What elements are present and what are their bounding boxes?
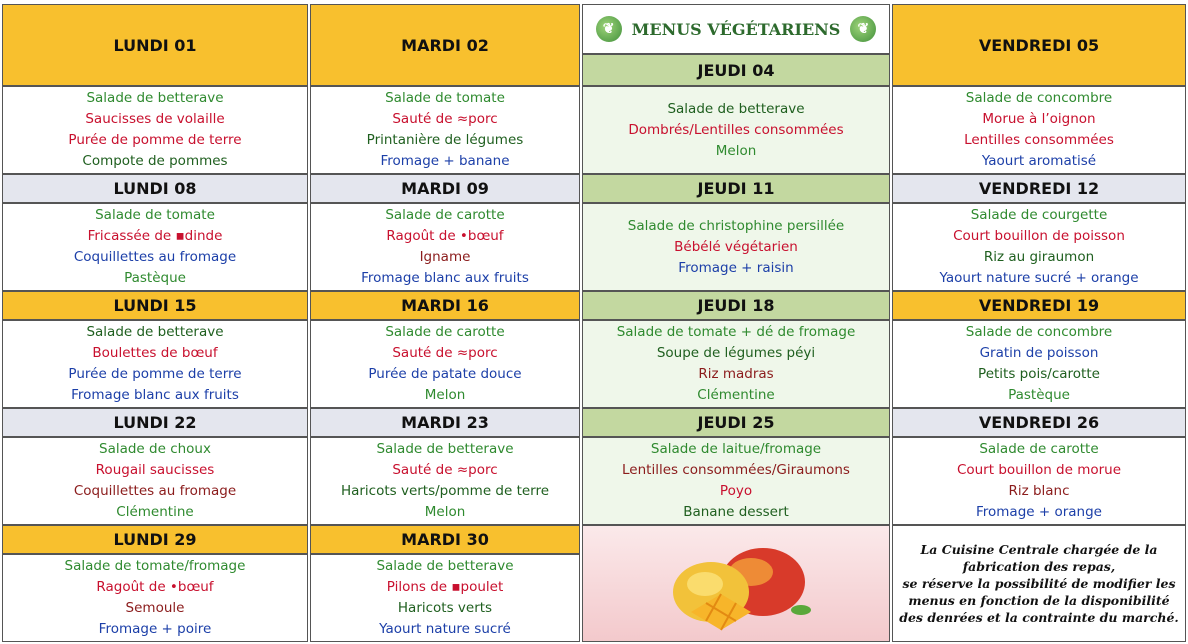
column-mardi	[310, 4, 580, 642]
note-line: La Cuisine Centrale chargée de la	[920, 542, 1158, 557]
menu-line: Petits pois/carotte	[978, 366, 1100, 382]
menu-line: Bébélé végétarien	[674, 238, 798, 255]
menu-line: Compote de pommes	[82, 153, 228, 169]
menu-line: Purée de pomme de terre	[68, 132, 242, 148]
menu-line: Saucisses de volaille	[85, 111, 225, 127]
menu-line: Riz madras	[698, 366, 774, 382]
menu-line: Pilons de ▪poulet	[386, 579, 504, 595]
menu-mardi-16	[310, 320, 580, 408]
note-line: fabrication des repas,	[962, 559, 1116, 574]
day-header: LUNDI 15	[2, 291, 308, 320]
menu-line: Court bouillon de morue	[956, 462, 1122, 478]
day-header: LUNDI 01	[2, 4, 308, 86]
menu-line: Salade de betterave	[376, 558, 514, 574]
menu-line: Dombrés/Lentilles consommées	[628, 121, 844, 138]
menu-line: Ragoût de •bœuf	[386, 228, 504, 244]
menu-line: Lentilles consommées	[964, 132, 1114, 148]
leaf-icon: ❦	[596, 16, 622, 42]
menu-line: Fromage blanc aux fruits	[361, 270, 529, 286]
menu-line: Yaourt nature sucré + orange	[939, 270, 1139, 286]
menu-line: Sauté de ≈porc	[392, 111, 498, 127]
menu-line: Salade de concombre	[965, 90, 1113, 106]
menu-line: Salade de courgette	[970, 207, 1108, 223]
day-header: LUNDI 29	[2, 525, 308, 554]
menu-mardi-09	[310, 203, 580, 291]
menu-line: Purée de pomme de terre	[68, 366, 242, 382]
menu-line: Riz blanc	[1008, 483, 1070, 499]
menu-line: Salade de carotte	[385, 207, 505, 223]
menu-lundi-22	[2, 437, 308, 525]
menu-jeudi-11	[582, 203, 890, 291]
day-header: MARDI 23	[310, 408, 580, 437]
day-header: LUNDI 22	[2, 408, 308, 437]
menu-jeudi-25	[582, 437, 890, 525]
menu-line: Yaourt aromatisé	[981, 153, 1097, 169]
menu-line: Fromage + banane	[380, 153, 510, 169]
menu-mardi-30	[310, 554, 580, 642]
column-jeudi	[582, 4, 890, 642]
column-lundi	[2, 4, 308, 642]
note-line: des denrées et la contrainte du marché.	[899, 610, 1179, 625]
menu-line: Fromage + orange	[975, 504, 1102, 520]
menu-line: Fromage + poire	[98, 621, 212, 637]
menu-line: Soupe de légumes péyi	[656, 345, 816, 361]
day-header: JEUDI 04	[582, 54, 890, 86]
menu-line: Coquillettes au fromage	[73, 483, 237, 499]
menu-vendredi-05	[892, 86, 1186, 174]
menu-jeudi-04	[582, 86, 890, 174]
menu-lundi-01	[2, 86, 308, 174]
day-header: VENDREDI 19	[892, 291, 1186, 320]
menu-mardi-23	[310, 437, 580, 525]
menu-vendredi-12	[892, 203, 1186, 291]
page-title	[582, 4, 890, 54]
menu-line: Salade de tomate	[385, 90, 505, 106]
menu-line: Boulettes de bœuf	[92, 345, 218, 361]
menu-line: Salade de carotte	[385, 324, 505, 340]
day-header: MARDI 02	[310, 4, 580, 86]
menu-line: Semoule	[125, 600, 185, 616]
menu-line: Purée de patate douce	[368, 366, 522, 382]
menu-line: Yaourt nature sucré	[379, 621, 511, 637]
menu-line: Melon	[424, 504, 466, 520]
note-line: se réserve la possibilité de modifier les	[902, 576, 1176, 591]
menu-line: Sauté de ≈porc	[392, 462, 498, 478]
menu-line: Salade de tomate + dé de fromage	[616, 324, 856, 340]
day-header: LUNDI 08	[2, 174, 308, 203]
menu-line: Fromage blanc aux fruits	[71, 387, 239, 403]
menu-line: Court bouillon de poisson	[953, 228, 1125, 244]
day-header: MARDI 09	[310, 174, 580, 203]
menu-line: Riz au giraumon	[983, 249, 1095, 265]
menu-line: Pastèque	[1008, 387, 1070, 403]
disclaimer-note	[892, 525, 1186, 642]
menu-line: Salade de betterave	[667, 100, 805, 117]
menu-line: Coquillettes au fromage	[73, 249, 237, 265]
day-header: JEUDI 18	[582, 291, 890, 320]
mango-illustration	[582, 525, 890, 642]
menu-line: Salade de tomate	[95, 207, 215, 223]
menu-line: Ragoût de •bœuf	[96, 579, 214, 595]
menu-lundi-15	[2, 320, 308, 408]
menu-line: Salade de choux	[99, 441, 211, 457]
menu-line: Haricots verts/pomme de terre	[340, 483, 550, 499]
title-text: MENUS VÉGÉTARIENS	[631, 19, 841, 39]
day-header: VENDREDI 12	[892, 174, 1186, 203]
menu-line: Melon	[715, 142, 757, 159]
leaf-icon: ❦	[850, 16, 876, 42]
menu-line: Salade de tomate/fromage	[64, 558, 246, 574]
menu-line: Melon	[424, 387, 466, 403]
menu-line: Fromage + raisin	[678, 259, 794, 276]
menu-line: Salade de betterave	[86, 90, 224, 106]
menu-line: Poyo	[719, 483, 753, 499]
day-header: VENDREDI 05	[892, 4, 1186, 86]
menu-line: Fricassée de ▪dinde	[87, 228, 223, 244]
menu-line: Sauté de ≈porc	[392, 345, 498, 361]
menu-line: Salade de betterave	[86, 324, 224, 340]
day-header: MARDI 30	[310, 525, 580, 554]
menu-lundi-29	[2, 554, 308, 642]
menu-line: Igname	[419, 249, 471, 265]
menu-line: Salade de carotte	[979, 441, 1099, 457]
day-header: JEUDI 11	[582, 174, 890, 203]
menu-lundi-08	[2, 203, 308, 291]
menu-line: Salade de concombre	[965, 324, 1113, 340]
menu-mardi-02	[310, 86, 580, 174]
day-header: JEUDI 25	[582, 408, 890, 437]
menu-line: Pastèque	[124, 270, 186, 286]
menu-line: Gratin de poisson	[979, 345, 1099, 361]
menu-line: Haricots verts	[397, 600, 493, 616]
mango-icon	[651, 534, 821, 634]
day-header: MARDI 16	[310, 291, 580, 320]
note-line: menus en fonction de la disponibilité	[908, 593, 1170, 608]
menu-line: Salade de christophine persillée	[627, 217, 845, 234]
menu-line: Lentilles consommées/Giraumons	[622, 462, 850, 478]
menu-line: Clémentine	[116, 504, 194, 520]
menu-vendredi-26	[892, 437, 1186, 525]
day-header: VENDREDI 26	[892, 408, 1186, 437]
menu-line: Printanière de légumes	[366, 132, 524, 148]
menu-line: Clémentine	[697, 387, 775, 403]
menu-line: Morue à l’oignon	[982, 111, 1096, 127]
menu-line: Salade de laitue/fromage	[650, 441, 822, 457]
menu-line: Salade de betterave	[376, 441, 514, 457]
menu-line: Rougail saucisses	[95, 462, 215, 478]
menu-jeudi-18	[582, 320, 890, 408]
menu-vendredi-19	[892, 320, 1186, 408]
menu-line: Banane dessert	[683, 504, 789, 520]
column-vendredi	[892, 4, 1186, 642]
